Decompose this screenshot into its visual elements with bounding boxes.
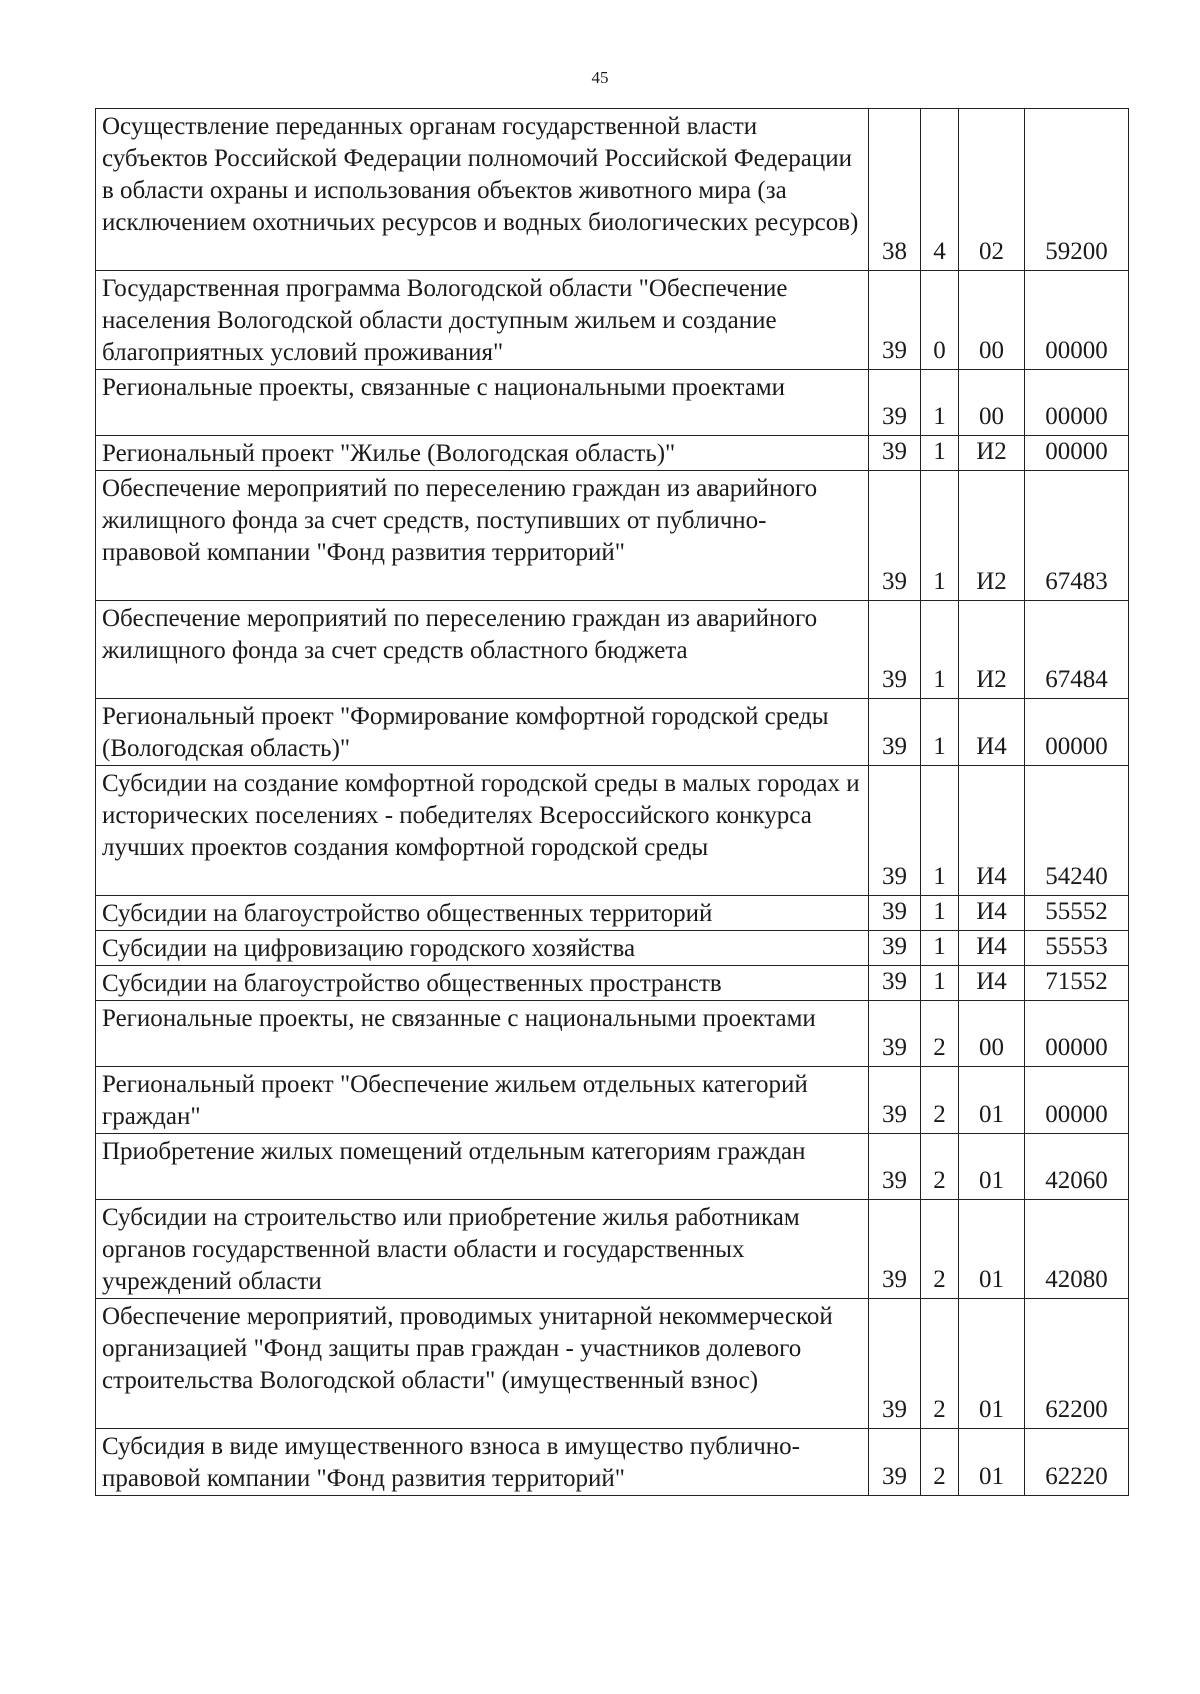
expense-code: 67483: [1025, 471, 1129, 601]
table-row: [96, 699, 1129, 766]
row-description: Государственная программа Вологодской области "Обеспечение населения Вологодской области доступным жильем и создание благоприятных условий проживания": [96, 271, 869, 370]
table-row: [96, 109, 1129, 271]
subprogram-code: 2: [921, 1200, 959, 1299]
table-row: [96, 271, 1129, 370]
subprogram-code: 1: [921, 966, 959, 1001]
subprogram-code: 0: [921, 271, 959, 370]
table-row: [96, 1134, 1129, 1200]
table-row: [96, 896, 1129, 931]
table-row: [96, 1299, 1129, 1429]
row-description: Региональный проект "Жилье (Вологодская область)": [96, 436, 869, 471]
table-row: [96, 931, 1129, 966]
row-description: Приобретение жилых помещений отдельным категориям граждан: [96, 1134, 869, 1200]
direction-code: И2: [959, 436, 1025, 471]
direction-code: 01: [959, 1067, 1025, 1134]
program-code: 39: [869, 699, 921, 766]
direction-code: И4: [959, 699, 1025, 766]
row-description: Обеспечение мероприятий по переселению граждан из аварийного жилищного фонда за счет средств, поступивших от публично-правовой компании "Фонд развития территорий": [96, 471, 869, 601]
expense-code: 54240: [1025, 766, 1129, 896]
row-description: Региональный проект "Обеспечение жильем отдельных категорий граждан": [96, 1067, 869, 1134]
subprogram-code: 1: [921, 931, 959, 966]
program-code: 39: [869, 1067, 921, 1134]
program-code: 39: [869, 436, 921, 471]
program-code: 39: [869, 271, 921, 370]
table-row: [96, 766, 1129, 896]
page-number: 45: [591, 68, 609, 87]
direction-code: 01: [959, 1200, 1025, 1299]
direction-code: И4: [959, 896, 1025, 931]
expense-code: 59200: [1025, 109, 1129, 271]
expense-code: 00000: [1025, 370, 1129, 436]
program-code: 39: [869, 1134, 921, 1200]
subprogram-code: 1: [921, 896, 959, 931]
direction-code: 02: [959, 109, 1025, 271]
direction-code: И4: [959, 931, 1025, 966]
row-description: Региональные проекты, не связанные с национальными проектами: [96, 1001, 869, 1067]
row-description: Обеспечение мероприятий по переселению граждан из аварийного жилищного фонда за счет средств областного бюджета: [96, 601, 869, 699]
expense-code: 71552: [1025, 966, 1129, 1001]
program-code: 39: [869, 1429, 921, 1496]
subprogram-code: 2: [921, 1001, 959, 1067]
table-row: [96, 1067, 1129, 1134]
row-description: Региональные проекты, связанные с национальными проектами: [96, 370, 869, 436]
direction-code: 01: [959, 1134, 1025, 1200]
row-description: Обеспечение мероприятий, проводимых унитарной некоммерческой организацией "Фонд защиты прав граждан - участников долевого строительства Вологодской области" (имущественный взнос): [96, 1299, 869, 1429]
subprogram-code: 2: [921, 1134, 959, 1200]
program-code: 39: [869, 601, 921, 699]
table-row: [96, 966, 1129, 1001]
row-description: Осуществление переданных органам государственной власти субъектов Российской Федерации полномочий Российской Федерации в области охраны и использования объектов животного мира (за исключением охотничьих ресурсов и водных биологических ресурсов): [96, 109, 869, 271]
direction-code: И4: [959, 766, 1025, 896]
program-code: 39: [869, 896, 921, 931]
subprogram-code: 2: [921, 1299, 959, 1429]
expense-code: 55552: [1025, 896, 1129, 931]
expense-code: 62220: [1025, 1429, 1129, 1496]
direction-code: 01: [959, 1299, 1025, 1429]
expense-code: 42060: [1025, 1134, 1129, 1200]
program-code: 39: [869, 966, 921, 1001]
expense-code: 67484: [1025, 601, 1129, 699]
program-code: 39: [869, 471, 921, 601]
subprogram-code: 1: [921, 766, 959, 896]
row-description: Субсидии на благоустройство общественных территорий: [96, 896, 869, 931]
row-description: Субсидия в виде имущественного взноса в имущество публично-правовой компании "Фонд развития территорий": [96, 1429, 869, 1496]
subprogram-code: 1: [921, 601, 959, 699]
subprogram-code: 2: [921, 1067, 959, 1134]
row-description: Региональный проект "Формирование комфортной городской среды (Вологодская область)": [96, 699, 869, 766]
direction-code: И2: [959, 601, 1025, 699]
program-code: 39: [869, 1001, 921, 1067]
row-description: Субсидии на благоустройство общественных пространств: [96, 966, 869, 1001]
direction-code: 01: [959, 1429, 1025, 1496]
program-code: 38: [869, 109, 921, 271]
direction-code: 00: [959, 370, 1025, 436]
expense-code: 55553: [1025, 931, 1129, 966]
program-code: 39: [869, 766, 921, 896]
table-row: [96, 601, 1129, 699]
program-code: 39: [869, 931, 921, 966]
table-body: [96, 109, 1129, 1496]
table-row: [96, 471, 1129, 601]
table-row: [96, 436, 1129, 471]
direction-code: И2: [959, 471, 1025, 601]
table-row: [96, 1429, 1129, 1496]
expense-code: 00000: [1025, 699, 1129, 766]
expense-code: 62200: [1025, 1299, 1129, 1429]
expense-code: 00000: [1025, 271, 1129, 370]
program-code: 39: [869, 1299, 921, 1429]
program-code: 39: [869, 370, 921, 436]
table-row: [96, 1200, 1129, 1299]
direction-code: 00: [959, 1001, 1025, 1067]
row-description: Субсидии на цифровизацию городского хозяйства: [96, 931, 869, 966]
table-row: [96, 1001, 1129, 1067]
expense-code: 00000: [1025, 436, 1129, 471]
budget-classification-table: [95, 108, 1129, 1496]
subprogram-code: 2: [921, 1429, 959, 1496]
subprogram-code: 4: [921, 109, 959, 271]
expense-code: 00000: [1025, 1067, 1129, 1134]
expense-code: 00000: [1025, 1001, 1129, 1067]
subprogram-code: 1: [921, 370, 959, 436]
row-description: Субсидии на строительство или приобретение жилья работникам органов государственной власти области и государственных учреждений области: [96, 1200, 869, 1299]
subprogram-code: 1: [921, 471, 959, 601]
subprogram-code: 1: [921, 699, 959, 766]
direction-code: 00: [959, 271, 1025, 370]
expense-code: 42080: [1025, 1200, 1129, 1299]
program-code: 39: [869, 1200, 921, 1299]
direction-code: И4: [959, 966, 1025, 1001]
row-description: Субсидии на создание комфортной городской среды в малых городах и исторических поселениях - победителях Всероссийского конкурса лучших проектов создания комфортной городской среды: [96, 766, 869, 896]
table-row: [96, 370, 1129, 436]
subprogram-code: 1: [921, 436, 959, 471]
